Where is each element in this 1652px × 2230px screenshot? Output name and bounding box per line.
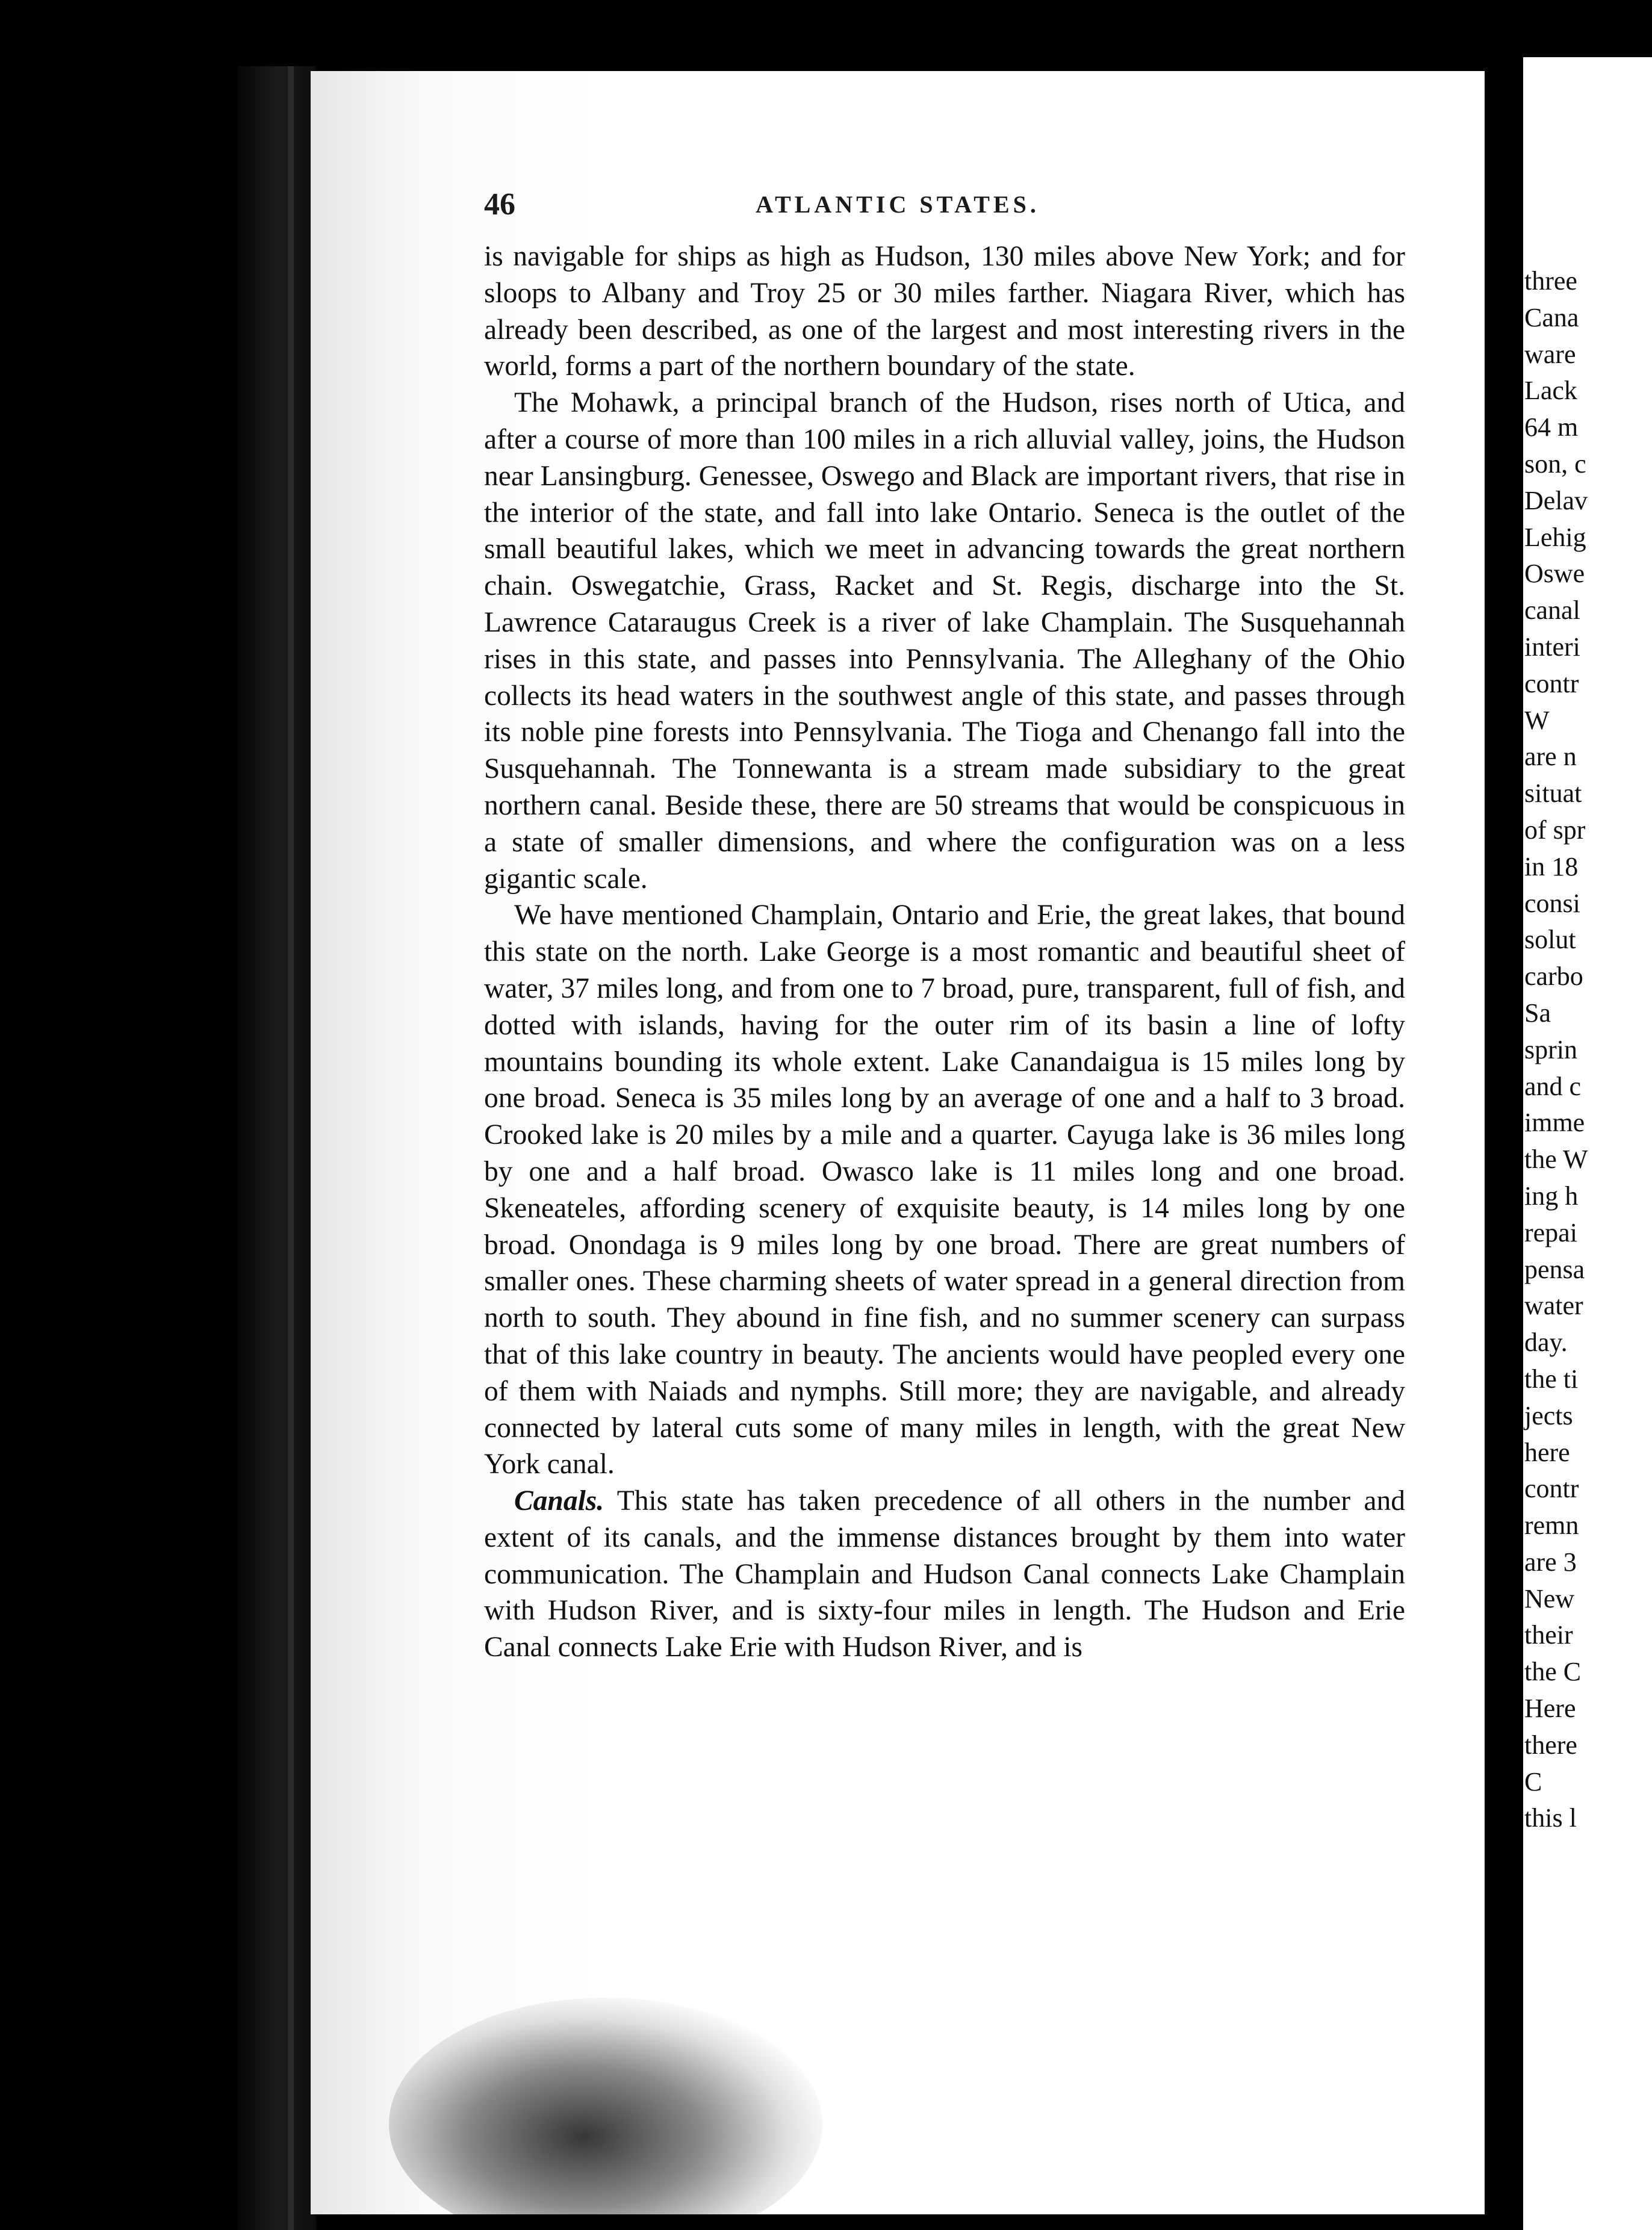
book-page-right-partial — [1523, 57, 1652, 2230]
facing-page-line: in 18 — [1524, 851, 1579, 881]
facing-page-line: Here — [1524, 1694, 1576, 1724]
facing-page-line: Cana — [1524, 302, 1579, 332]
running-head: ATLANTIC STATES. — [756, 191, 1040, 218]
page-number: 46 — [484, 187, 515, 222]
facing-page-line: the C — [1524, 1657, 1582, 1687]
facing-page-line: here — [1524, 1437, 1570, 1467]
facing-page-line: ware — [1524, 339, 1576, 369]
paragraph-rivers-intro — [484, 238, 1405, 385]
facing-page-line: Lack — [1524, 376, 1577, 406]
facing-page-line: imme — [1524, 1108, 1585, 1138]
paragraph-canals — [484, 1483, 1405, 1666]
section-lead-canals: Canals. — [514, 1485, 604, 1517]
facing-page-line: day. — [1524, 1328, 1568, 1358]
facing-page-text — [1524, 263, 1588, 1837]
paragraph-text: This state has taken precedence of all others in the number and extent of its canals, and the immense distances brought by them into water communication. The Champlain and Hudson Canal connects Lake Champlain with Hudson River, and is sixty-four miles in length. The Hudson and Erie Canal connects Lake Erie with Hudson River, and is — [484, 1485, 1405, 1663]
ink-stain — [389, 1998, 822, 2214]
facing-page-line: C — [1524, 1766, 1542, 1797]
book-binding — [238, 66, 316, 2230]
facing-page-line: Oswe — [1524, 559, 1585, 589]
paragraph-mohawk — [484, 385, 1405, 897]
facing-page-line: pensa — [1524, 1254, 1585, 1284]
facing-page-line: son, c — [1524, 449, 1586, 479]
facing-page-line: of spr — [1524, 815, 1586, 845]
page-body — [484, 238, 1405, 1666]
facing-page-line: Lehig — [1524, 522, 1586, 552]
paragraph-lakes — [484, 897, 1405, 1483]
facing-page-line: contr — [1524, 1474, 1579, 1504]
facing-page-line: Delav — [1524, 485, 1588, 515]
facing-page-line: 64 m — [1524, 412, 1579, 443]
facing-page-line: ing h — [1524, 1181, 1579, 1211]
facing-page-line: the ti — [1524, 1364, 1579, 1394]
facing-page-line: New — [1524, 1583, 1575, 1613]
facing-page-line: and c — [1524, 1071, 1582, 1101]
facing-page-line: carbo — [1524, 961, 1583, 992]
facing-page-line: W — [1524, 705, 1550, 735]
facing-page-line: contr — [1524, 668, 1579, 698]
facing-page-line: jects — [1524, 1400, 1573, 1430]
facing-page-line: there — [1524, 1730, 1577, 1760]
facing-page-line: interi — [1524, 632, 1580, 662]
facing-page-line: consi — [1524, 888, 1580, 918]
facing-page-line: sprin — [1524, 1034, 1577, 1064]
book-page-left — [311, 71, 1485, 2214]
facing-page-line: canal — [1524, 595, 1580, 626]
facing-page-line: are 3 — [1524, 1547, 1577, 1577]
facing-page-line: their — [1524, 1620, 1573, 1650]
facing-page-line: remn — [1524, 1511, 1579, 1541]
facing-page-line: solut — [1524, 925, 1576, 955]
paragraph-text: We have mentioned Champlain, Ontario and Erie, the great lakes, that bound this state on the north. Lake George is a most romantic and beautiful sheet of water, 37 miles long, and from one to 7 broad, pure, transparent, full of fish, and dotted with islands, having for the outer rim of its basin a line of lofty mountains bounding its whole extent. Lake Canandaigua is 15 miles long by one broad. Seneca is 35 miles long by an average of one and a half to 3 broad. Crooked lake is 20 miles by a mile and a quarter. Cayuga lake is 36 miles long by one and a half broad. Owasco lake is 11 miles long and one broad. Skeneateles, affording scenery of exquisite beauty, is 14 miles long by one broad. Onondaga is 9 miles long by one broad. There are great numbers of smaller ones. These charming sheets of water spread in a general direction from north to south. They abound in fine fish, and no summer scenery can surpass that of this lake country in beauty. The ancients would have peopled every one of them with Naiads and nymphs. Still more; they are navigable, and already connected by lateral cuts some of many miles in length, with the great New York canal. — [484, 899, 1405, 1480]
facing-page-line: this l — [1524, 1803, 1577, 1833]
facing-page-line: Sa — [1524, 998, 1551, 1028]
facing-page-line: are n — [1524, 742, 1577, 772]
facing-page-line: situat — [1524, 778, 1582, 809]
facing-page-line: the W — [1524, 1145, 1588, 1175]
binding-edge — [288, 66, 294, 2230]
facing-page-line: water — [1524, 1291, 1583, 1321]
paragraph-text: The Mohawk, a principal branch of the Hudson, rises north of Utica, and after a course of more than 100 miles in a rich alluvial valley, joins, the Hudson near Lansingburg. Genessee, Oswego and Black are important rivers, that rise in the interior of the state, and fall into lake Ontario. Seneca is the outlet of the small beautiful lakes, which we meet in advancing towards the great northern chain. Oswegatchie, Grass, Racket and St. Regis, discharge into the St. Lawrence Cataraugus Creek is a river of lake Champlain. The Susquehannah rises in this state, and passes into Pennsylvania. The Alleghany of the Ohio collects its head waters in the southwest angle of this state, and passes through its noble pine forests into Pennsylvania. The Tioga and Chenango fall into the Susquehannah. The Tonnewanta is a stream made subsidiary to the great northern canal. Beside these, there are 50 streams that would be conspicuous in a state of smaller dimensions, and where the configuration was on a less gigantic scale. — [484, 387, 1405, 895]
facing-page-line: repai — [1524, 1217, 1577, 1247]
paragraph-text: is navigable for ships as high as Hudson, 130 miles above New York; and for sloops to Albany and Troy 25 or 30 miles farther. Niagara River, which has already been described, as one of the largest and most interesting rivers in the world, forms a part of the northern boundary of the state. — [484, 241, 1405, 382]
facing-page-line: three — [1524, 266, 1577, 296]
